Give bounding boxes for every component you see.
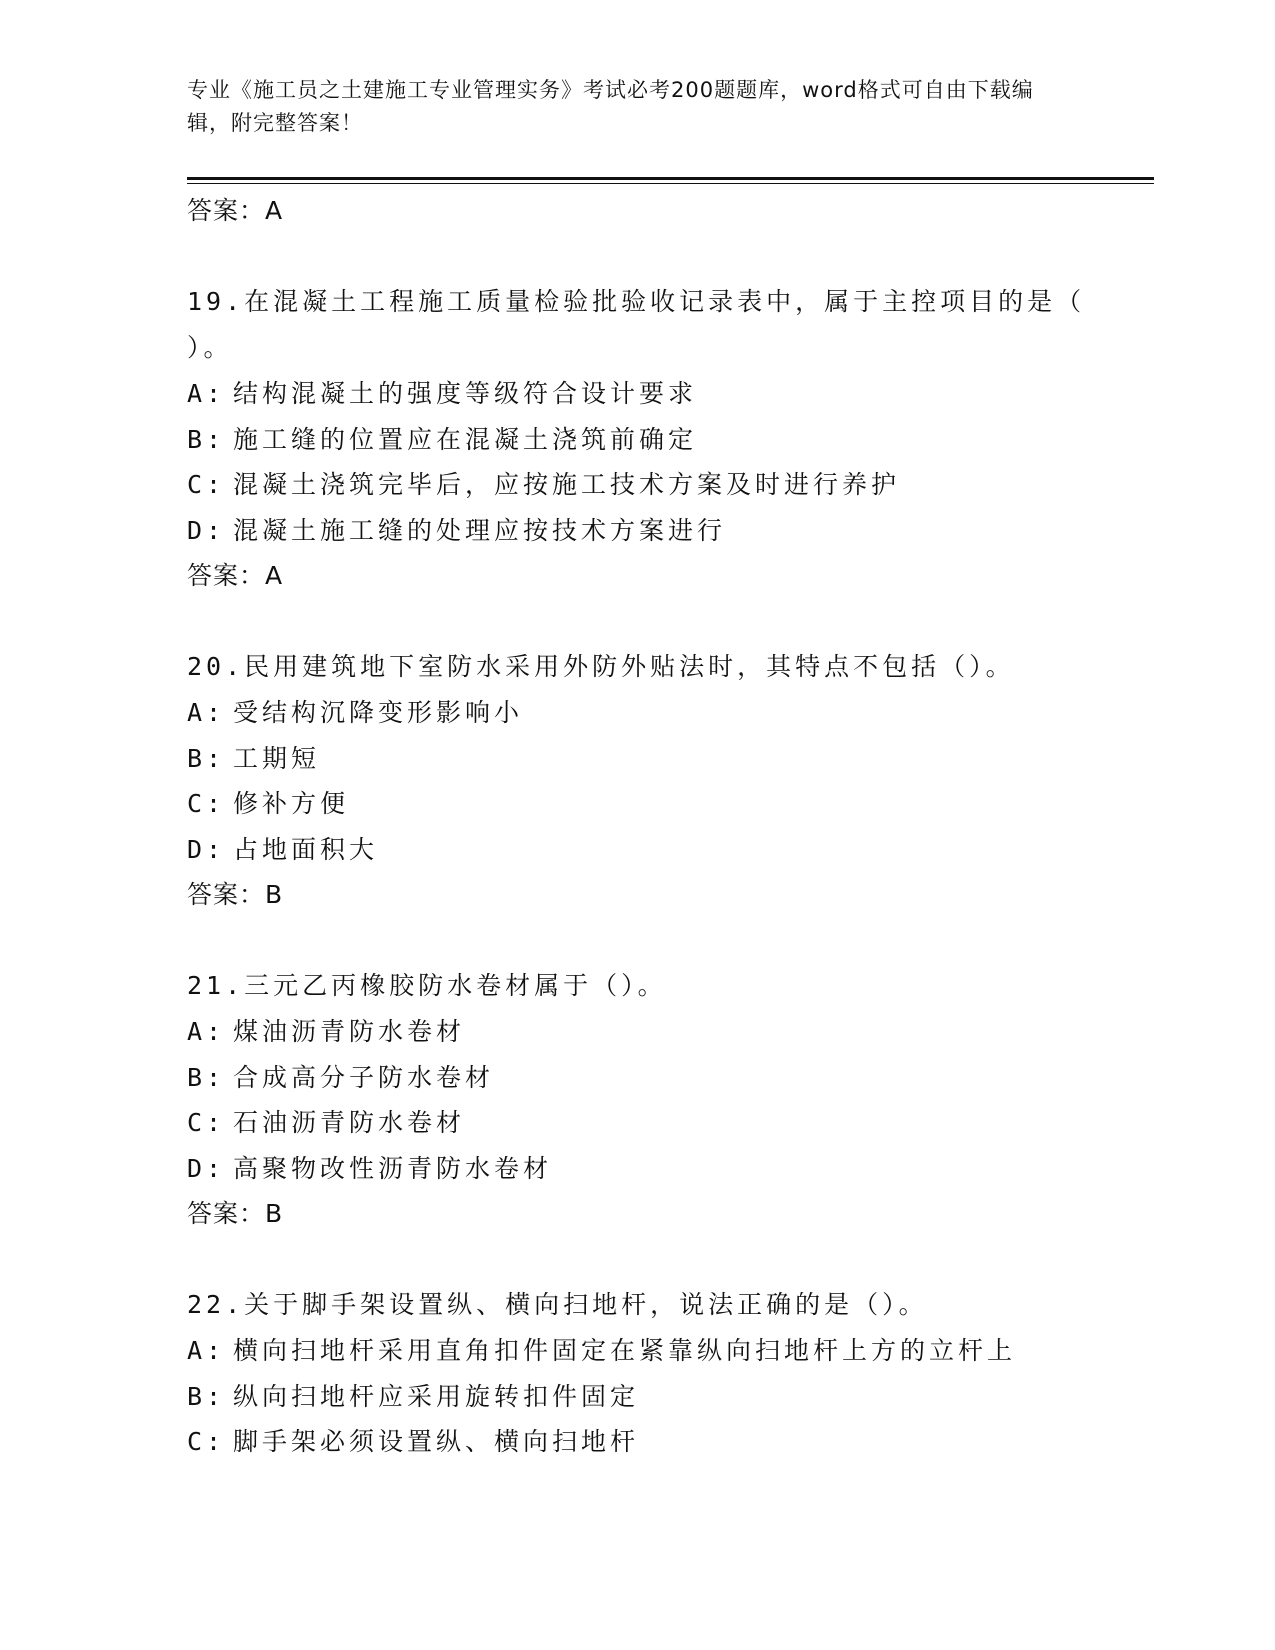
option-letter: B: (187, 424, 226, 454)
option-a (187, 1009, 1087, 1055)
option-text: 占地面积大 (233, 834, 379, 864)
option-letter: C: (187, 789, 226, 818)
option-text: 合成高分子防水卷材 (233, 1062, 495, 1092)
question-20: 20.民用建筑地下室防水采用外防外贴法时，其特点不包括（）。 (187, 652, 1015, 681)
answer-line: 答案：B (187, 880, 284, 909)
option-d (187, 827, 1087, 873)
option-text: 施工缝的位置应在混凝土浇筑前确定 (233, 424, 698, 454)
option-letter: B: (187, 1062, 226, 1092)
option-letter: B: (187, 743, 226, 773)
option-letter: B: (187, 1381, 226, 1411)
option-text: 工期短 (233, 743, 321, 773)
option-text: 横向扫地杆采用直角扣件固定在紧靠纵向扫地杆上方的立杆上 (233, 1336, 1017, 1365)
option-letter: A: (187, 698, 226, 727)
option-letter: A: (187, 1017, 226, 1046)
option-letter: D: (187, 515, 226, 545)
answer-line: 答案：B (187, 1199, 284, 1228)
option-text: 结构混凝土的强度等级符合设计要求 (233, 379, 698, 408)
option-a (187, 690, 1087, 736)
option-b (187, 1055, 1087, 1101)
question-list (187, 188, 1087, 1465)
option-letter: C: (187, 1108, 226, 1137)
question-21: 21.三元乙丙橡胶防水卷材属于（）。 (187, 971, 667, 1000)
option-text: 受结构沉降变形影响小 (233, 698, 524, 727)
option-c (187, 1100, 1087, 1146)
page-header: 专业《施工员之土建施工专业管理实务》考试必考200题题库，word格式可自由下载编辑，附完整答案！ (187, 78, 1034, 135)
answer-line: 答案：A (187, 561, 284, 590)
option-letter: C: (187, 1427, 226, 1456)
option-letter: D: (187, 834, 226, 864)
question-22: 22.关于脚手架设置纵、横向扫地杆，说法正确的是（）。 (187, 1290, 928, 1319)
option-letter: D: (187, 1153, 226, 1183)
option-a (187, 371, 1087, 417)
option-text: 修补方便 (233, 789, 350, 818)
option-letter: A: (187, 1336, 226, 1365)
option-letter: A: (187, 379, 226, 408)
option-text: 高聚物改性沥青防水卷材 (233, 1153, 553, 1183)
option-d (187, 1146, 1087, 1192)
option-text: 混凝土施工缝的处理应按技术方案进行 (233, 515, 727, 545)
option-text: 煤油沥青防水卷材 (233, 1017, 466, 1046)
option-text: 混凝土浇筑完毕后，应按施工技术方案及时进行养护 (233, 470, 901, 499)
option-b (187, 417, 1087, 463)
option-text: 脚手架必须设置纵、横向扫地杆 (233, 1427, 640, 1456)
option-c (187, 462, 1087, 508)
option-text: 纵向扫地杆应采用旋转扣件固定 (233, 1381, 640, 1411)
question-19: 19.在混凝土工程施工质量检验批验收记录表中，属于主控项目的是（ ）。 (187, 287, 1086, 362)
answer-line: 答案：A (187, 196, 284, 225)
option-d (187, 508, 1087, 554)
header-rule-thick (187, 177, 1154, 180)
option-b (187, 1374, 1087, 1420)
option-b (187, 736, 1087, 782)
header-rule-thin (187, 183, 1154, 184)
option-a (187, 1328, 1087, 1374)
option-c (187, 1419, 1087, 1465)
option-letter: C: (187, 470, 226, 499)
option-c (187, 781, 1087, 827)
option-text: 石油沥青防水卷材 (233, 1108, 466, 1137)
